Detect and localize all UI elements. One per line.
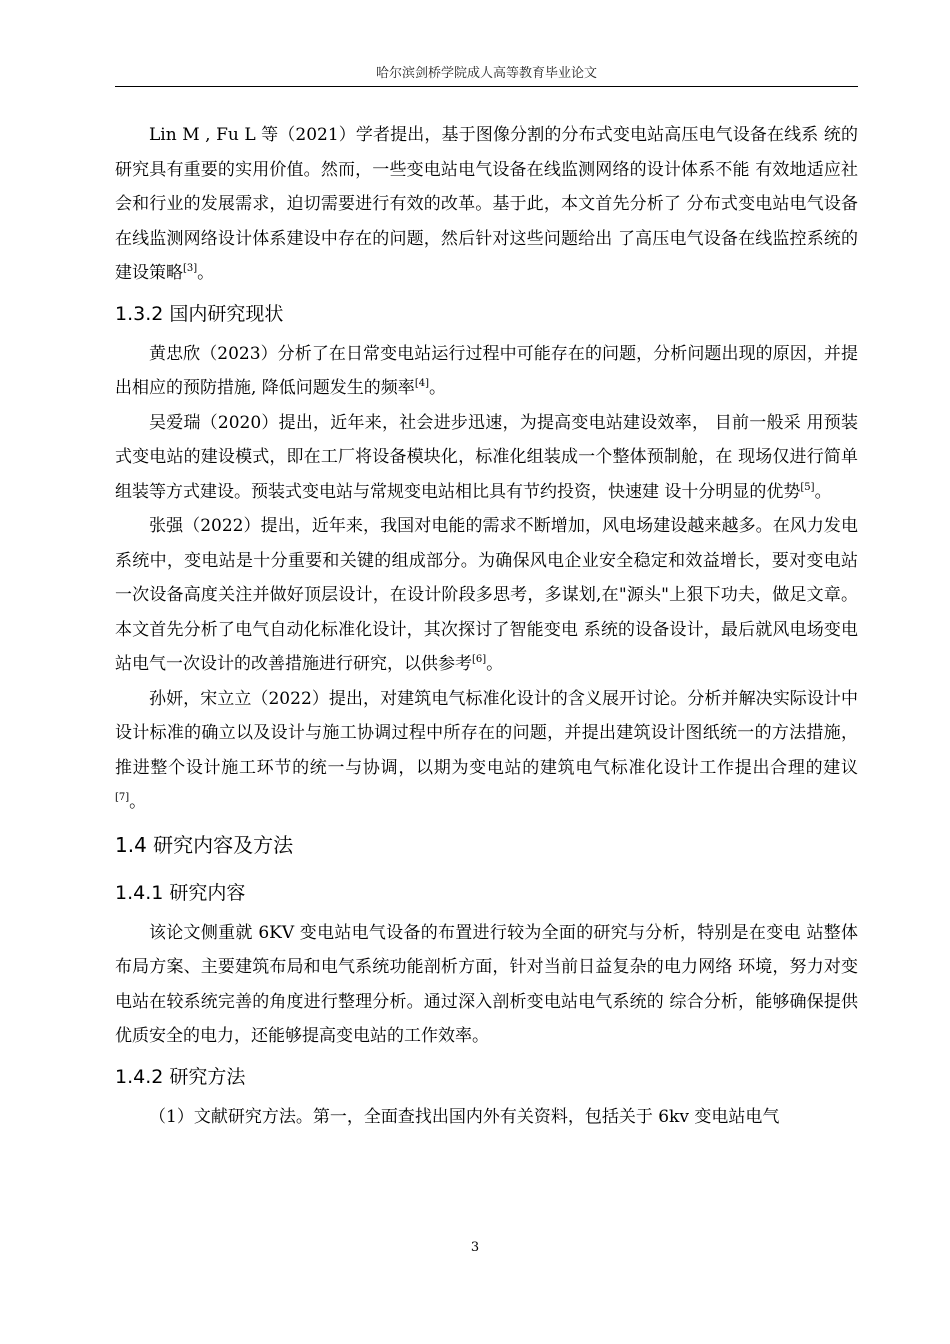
heading-1-4-2: 1.4.2 研究方法	[115, 1065, 246, 1088]
heading-1-4: 1.4 研究内容及方法	[115, 832, 294, 857]
paragraph-research-content: 该论文侧重就 6KV 变电站电气设备的布置进行较为全面的研究与分析，特别是在变电 站整体布局方案、主要建筑布局和电气系统功能剖析方面，针对当前日益复杂的电力网络 环境，努力对变电站在较系统完善的角度进行整理分析。通过深入剖析变电站电气系统的 综合分析，能够确保提供优质安全的电力，还能够提高变电站的工作效率。	[115, 922, 858, 1046]
document-body	[115, 118, 858, 1134]
paragraph-sun-song: 孙妍，宋立立（2022）提出，对建筑电气标准化设计的含义展开讨论。分析并解决实际设计中设计标准的确立以及设计与施工协调过程中所存在的问题，并提出建筑设计图纸统一的方法措施，推进整个设计施工环节的统一与协调，以期为变电站的建筑电气标准化设计工作提出合理的建议[7]。	[115, 688, 858, 812]
paragraph-wu: 吴爱瑞（2020）提出，近年来，社会进步迅速，为提高变电站建设效率， 目前一般采 用预装式变电站的建设模式，即在工厂将设备模块化，标准化组装成一个整体预制舱，在 现场仅进行简单组装等方式建设。预装式变电站与常规变电站相比具有节约投资，快速建 设十分明显的优势[5]。	[115, 412, 858, 502]
header-divider	[115, 86, 858, 87]
page-header: 哈尔滨剑桥学院成人高等教育毕业论文	[375, 66, 597, 81]
citation-5[interactable]: [5]	[800, 481, 815, 493]
citation-3[interactable]: [3]	[183, 263, 198, 274]
heading-1-3-2: 1.3.2 国内研究现状	[115, 302, 284, 325]
paragraph-huang: 黄忠欣（2023）分析了在日常变电站运行过程中可能存在的问题，分析问题出现的原因，并提出相应的预防措施, 降低问题发生的频率[4]。	[115, 343, 858, 398]
paragraph-zhang: 张强（2022）提出，近年来，我国对电能的需求不断增加，风电场建设越来越多。在风力发电系统中，变电站是十分重要和关键的组成部分。为确保风电企业安全稳定和效益增长，要对变电站一次设备高度关注并做好顶层设计，在设计阶段多思考，多谋划,在"源头"上狠下功夫，做足文章。本文首先分析了电气自动化标准化设计，其次探讨了智能变电 系统的设备设计，最后就风电场变电站电气一次设计的改善措施进行研究，以供参考[6]。	[115, 516, 858, 674]
paragraph-research-method: （1）文献研究方法。第一，全面查找出国内外有关资料，包括关于 6kv 变电站电气	[149, 1106, 780, 1127]
heading-1-4-1: 1.4.1 研究内容	[115, 881, 246, 904]
citation-6[interactable]: [6]	[472, 654, 487, 665]
page-number: 3	[470, 1240, 480, 1255]
citation-7[interactable]: [7]	[115, 792, 130, 803]
paragraph-lin-fu: Lin M , Fu L 等（2021）学者提出，基于图像分割的分布式变电站高压电气设备在线系 统的研究具有重要的实用价值。然而，一些变电站电气设备在线监测网络的设计体系不能 有效地适应社会和行业的发展需求，迫切需要进行有效的改革。基于此，本文首先分析了 分布式变电站电气设备在线监测网络设计体系建设中存在的问题，然后针对这些问题给出 了高压电气设备在线监控系统的建设策略[3]。	[115, 125, 858, 283]
citation-4[interactable]: [4]	[414, 378, 429, 389]
